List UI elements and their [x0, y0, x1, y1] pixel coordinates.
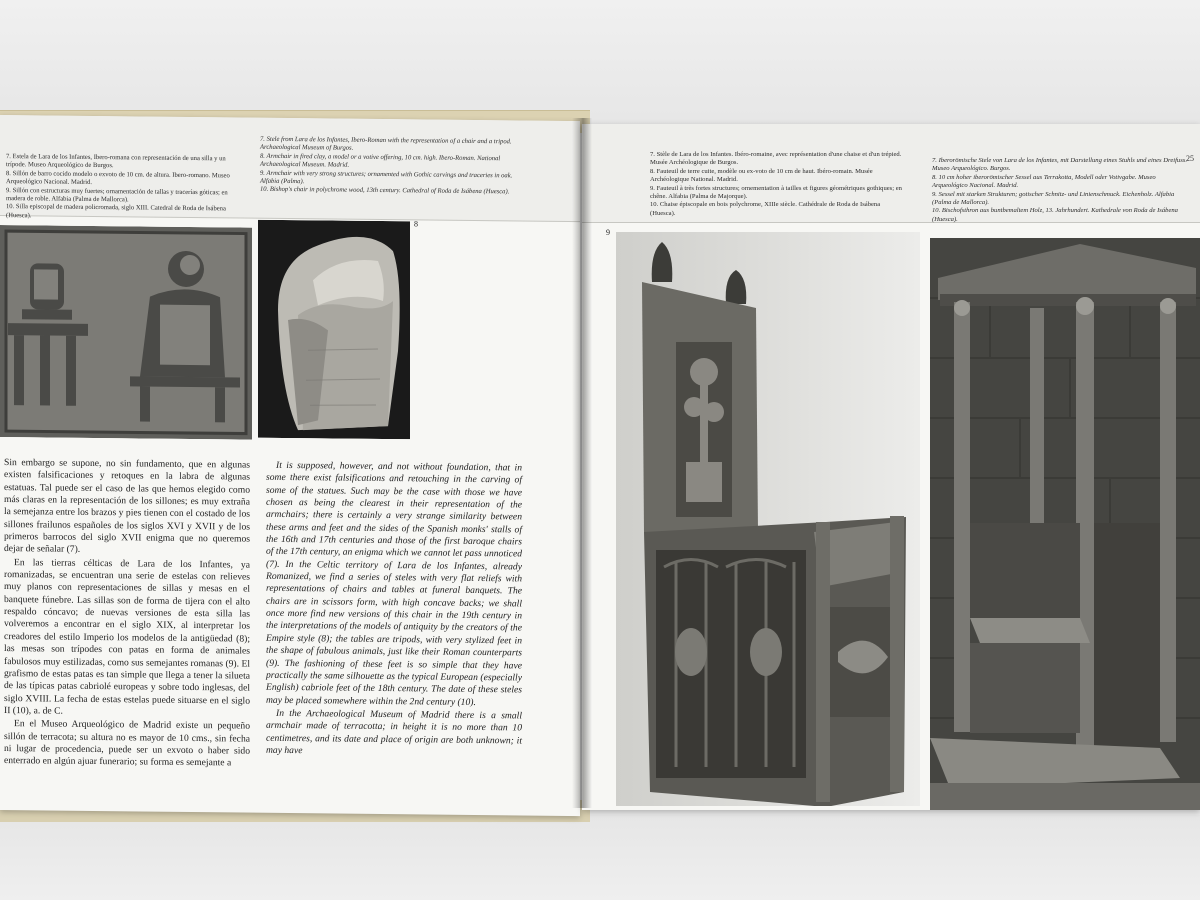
caption-fr-7: 7. Stèle de Lara de los Infantes. Ibéro-romaine, avec représentation d'une chaise et d'un trépied. Musée Archéologique de Burgos. — [650, 151, 902, 167]
caption-es-9: 9. Sillón con estructuras muy fuertes; ornamentación de tallas y tracerías góticas; en madera de roble. Alfabia (Palma de Mallorca). — [6, 186, 228, 204]
photo-stele-relief — [0, 225, 252, 440]
page-number: 25 — [1186, 154, 1194, 163]
body-text-english — [266, 460, 522, 761]
figure-number-8: 8 — [414, 219, 418, 229]
caption-es-7: 7. Estela de Lara de los Infantes, Ibero-romana con representación de una silla y un trípode. Museo Arqueológico de Burgos. — [6, 153, 226, 170]
paragraph-es-3: En el Museo Arqueológico de Madrid existe un pequeño sillón de terracota; su altura no es mayor de 10 cms., sin fecha ni lugar de procedencia, puede ser un exvoto o haber sido enterrado en algún ajuar funerario; su forma es semejante a — [4, 718, 250, 769]
background-bottom — [0, 815, 1200, 900]
paragraph-en-2: In the Archaeological Museum of Madrid there is a small armchair made of terracotta; in height it is no more than 10 centimetres, and its date and place of origin are both unknown; it may have — [266, 707, 522, 757]
caption-de-10: 10. Bischofsthron aus buntbemaltem Holz, 13. Jahrhundert. Kathedrale von Roda de Isábena (Huesca). — [932, 207, 1178, 223]
figure-number-9: 9 — [606, 228, 610, 237]
caption-de-9: 9. Sessel mit starken Strukturen; gotischer Schnitz- und Linienschmuck. Eichenholz. Alfabia (Palma de Mallorca). — [932, 190, 1175, 207]
caption-de-8: 8. 10 cm hoher iberorömischer Sessel aus Terrakotta, Modell oder Votivgabe. Museo Arqueológico Nacional. Madrid. — [932, 173, 1156, 190]
photo-bishops-chair — [930, 238, 1200, 810]
captions-french — [650, 151, 906, 218]
caption-en-9: 9. Armchair with very strong structures; ornamented with Gothic carvings and traceries in oak. Alfabia (Palma). — [260, 169, 513, 186]
left-page — [0, 115, 580, 816]
captions-english — [260, 136, 522, 198]
caption-de-7: 7. Iberorömische Stele von Lara de los Infantes, mit Darstellung eines Stuhls und eines Dreifuss. Museo Arqueológico. Burgos. — [932, 157, 1187, 173]
right-page — [582, 124, 1200, 810]
caption-es-10: 10. Silla episcopal de madera policromada, siglo XIII. Catedral de Roda de Isábena (Huesca). — [6, 203, 226, 220]
captions-german — [932, 157, 1190, 224]
book-gutter-shadow — [572, 118, 592, 808]
captions-spanish — [6, 153, 246, 223]
caption-fr-8: 8. Fauteuil de terre cuite, modèle ou ex-voto de 10 cm de haut. Ibéro-romain. Musée Archéologique National. Madrid. — [650, 167, 873, 184]
caption-en-10: 10. Bishop's chair in polychrome wood, 13th century. Cathedral of Roda de Isábena (Huesca). — [260, 186, 510, 196]
photo-gothic-armchair — [616, 232, 920, 806]
caption-fr-10: 10. Chaise épiscopale en bois polychrome, XIIIe siècle. Cathédrale de Roda de Isábena (Huesca). — [650, 201, 881, 217]
paragraph-es-1: Sin embargo se supone, no sin fundamento, que en algunas existen falsificaciones y retoques en la labra de algunas estatuas. Tal puede ser el caso de las que hemos elegido como más claras en la representación de los sillones; es muy extraña la semejanza entre los brazos y pies tienen con el costado de los sillones frailunos españoles de los siglos XVI y XVII y de los primeros barrocos del siglo XVII enigma que no queremos dejar de señalar (7). — [4, 457, 250, 556]
paragraph-en-1: It is supposed, however, and not without foundation, that in some there exist falsifications and retouching in the carving of some of the statues. Such may be the case with those we have chosen as being the clearest in their representation of the armchairs; there is certainly a very strange similarity between these arms and feet and the sides of the Spanish monks' stalls of the 16th and 17th centuries and those of the first baroque chairs of the 17th century, an enigma which we cannot let pass unnoticed (7). In the Celtic territory of Lara de los Infantes, already Romanized, we find a series of steles with very flat reliefs with representations of chairs and tables at funeral banquets. The chairs are in scissors form, with high concave backs; we shall once more find new versions of this chair in the 19th century in the interpretations of the models of antiquity by the creators of the Empire style (8); the tables are tripods, with very stylized feet in the shape of fabulous animals, just like their Roman counterparts (9). The fashioning of these feet is so simple that they have practically the same silhouette as the typical European (especially English) cabriole feet of the 18th century. The date of these steles may be placed somewhere within the 2nd century (10). — [266, 459, 522, 708]
caption-en-7: 7. Stele from Lara de los Infantes, Ibero-Roman with the representation of a chair and a tripod. Archaeological Museum of Burgos. — [260, 135, 512, 153]
photo-terracotta-chair — [258, 220, 410, 440]
paragraph-es-2: En las tierras célticas de Lara de los Infantes, ya romanizadas, se encuentran una serie de estelas con relieves muy planos con representaciones de sillas y mesas en el banquete fúnebre. Las sillas son de forma de tijera con el alto respaldo cóncavo; de nuevas versiones de esta silla las volveremos a encontrar en el siglo XIX, al interpretar los creadores del estilo Imperio los modelos de la antigüedad (8); las mesas son trípodes con patas en forma de animales fabulosos muy estilizadas, como sus semejantes romanas (9). El grafismo de estas patas es tan simple que llega a tener la silueta de las típicas patas cabriolé europeas y sobre todo inglesas, del siglo XVIII. La fecha de estas estelas puede situarse en el siglo II (10), a. de C. — [4, 556, 250, 717]
caption-es-8: 8. Sillón de barro cocido modelo o exvoto de 10 cm. de altura. Ibero-romano. Museo Arqueológico Nacional. Madrid. — [6, 169, 230, 187]
caption-en-8: 8. Armchair in fired clay, a model or a votive offering, 10 cm. high. Ibero-Roman. National Archaeological Museum. Madrid. — [260, 152, 501, 169]
caption-fr-9: 9. Fauteuil à très fortes structures; ornementation à tailles et figures géométriques gothiques; en chêne. Alfabia (Palma de Majorque). — [650, 184, 902, 201]
body-text-spanish — [4, 457, 250, 771]
